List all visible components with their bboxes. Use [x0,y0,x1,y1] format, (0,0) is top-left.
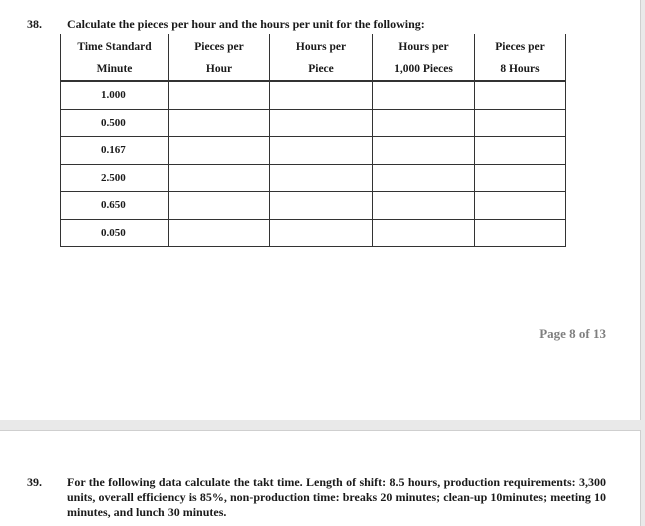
answer-cell[interactable] [270,192,373,220]
header-minute: Minute [61,58,169,81]
question-text: For the following data calculate the takt time. Length of shift: 8.5 hours, production requirements: 3,300 units, overall efficiency is 85%, non-production time: breaks 20 minutes; clean-up 10minutes; meeting 10 minutes, and lunch 30 minutes. [67,475,606,519]
answer-cell[interactable] [475,109,566,137]
answer-cell[interactable] [270,219,373,247]
answer-cell[interactable] [169,164,270,192]
time-standard-cell: 0.167 [61,137,169,165]
header-8-hours: 8 Hours [475,58,566,81]
header-hours-per-piece: Hours per [270,34,373,58]
table-row [61,109,566,137]
answer-cell[interactable] [475,219,566,247]
header-time-standard: Time Standard [61,34,169,58]
answer-cell[interactable] [373,219,475,247]
answer-cell[interactable] [270,81,373,109]
answer-cell[interactable] [169,137,270,165]
table-row [61,219,566,247]
answer-cell[interactable] [169,219,270,247]
answer-cell[interactable] [373,81,475,109]
header-piece: Piece [270,58,373,81]
question-prompt: Calculate the pieces per hour and the hours per unit for the following: [67,17,425,31]
table-row [61,81,566,109]
answer-cell[interactable] [169,192,270,220]
question-number: 38. [27,17,42,31]
answer-cell[interactable] [270,137,373,165]
table-row [61,137,566,165]
answer-cell[interactable] [270,164,373,192]
table-row [61,164,566,192]
answer-cell[interactable] [373,137,475,165]
answer-cell[interactable] [373,109,475,137]
header-hours-per-1000: Hours per [373,34,475,58]
header-1000-pieces: 1,000 Pieces [373,58,475,81]
table-row [61,192,566,220]
time-standard-cell: 0.500 [61,109,169,137]
table-header-row [61,34,566,58]
table-header-row [61,58,566,81]
answer-cell[interactable] [475,164,566,192]
answer-cell[interactable] [475,137,566,165]
time-standard-cell: 2.500 [61,164,169,192]
answer-cell[interactable] [169,81,270,109]
time-standard-cell: 1.000 [61,81,169,109]
answer-cell[interactable] [373,164,475,192]
header-pieces-per-8-hours: Pieces per [475,34,566,58]
answer-cell[interactable] [373,192,475,220]
time-standard-cell: 0.650 [61,192,169,220]
calculation-table [60,34,566,247]
time-standard-cell: 0.050 [61,219,169,247]
header-hour: Hour [169,58,270,81]
document-page-9 [0,430,641,526]
answer-cell[interactable] [475,81,566,109]
answer-cell[interactable] [169,109,270,137]
question-number: 39. [27,475,42,489]
answer-cell[interactable] [270,109,373,137]
page-counter: Page 8 of 13 [539,326,606,341]
header-pieces-per-hour: Pieces per [169,34,270,58]
answer-cell[interactable] [475,192,566,220]
